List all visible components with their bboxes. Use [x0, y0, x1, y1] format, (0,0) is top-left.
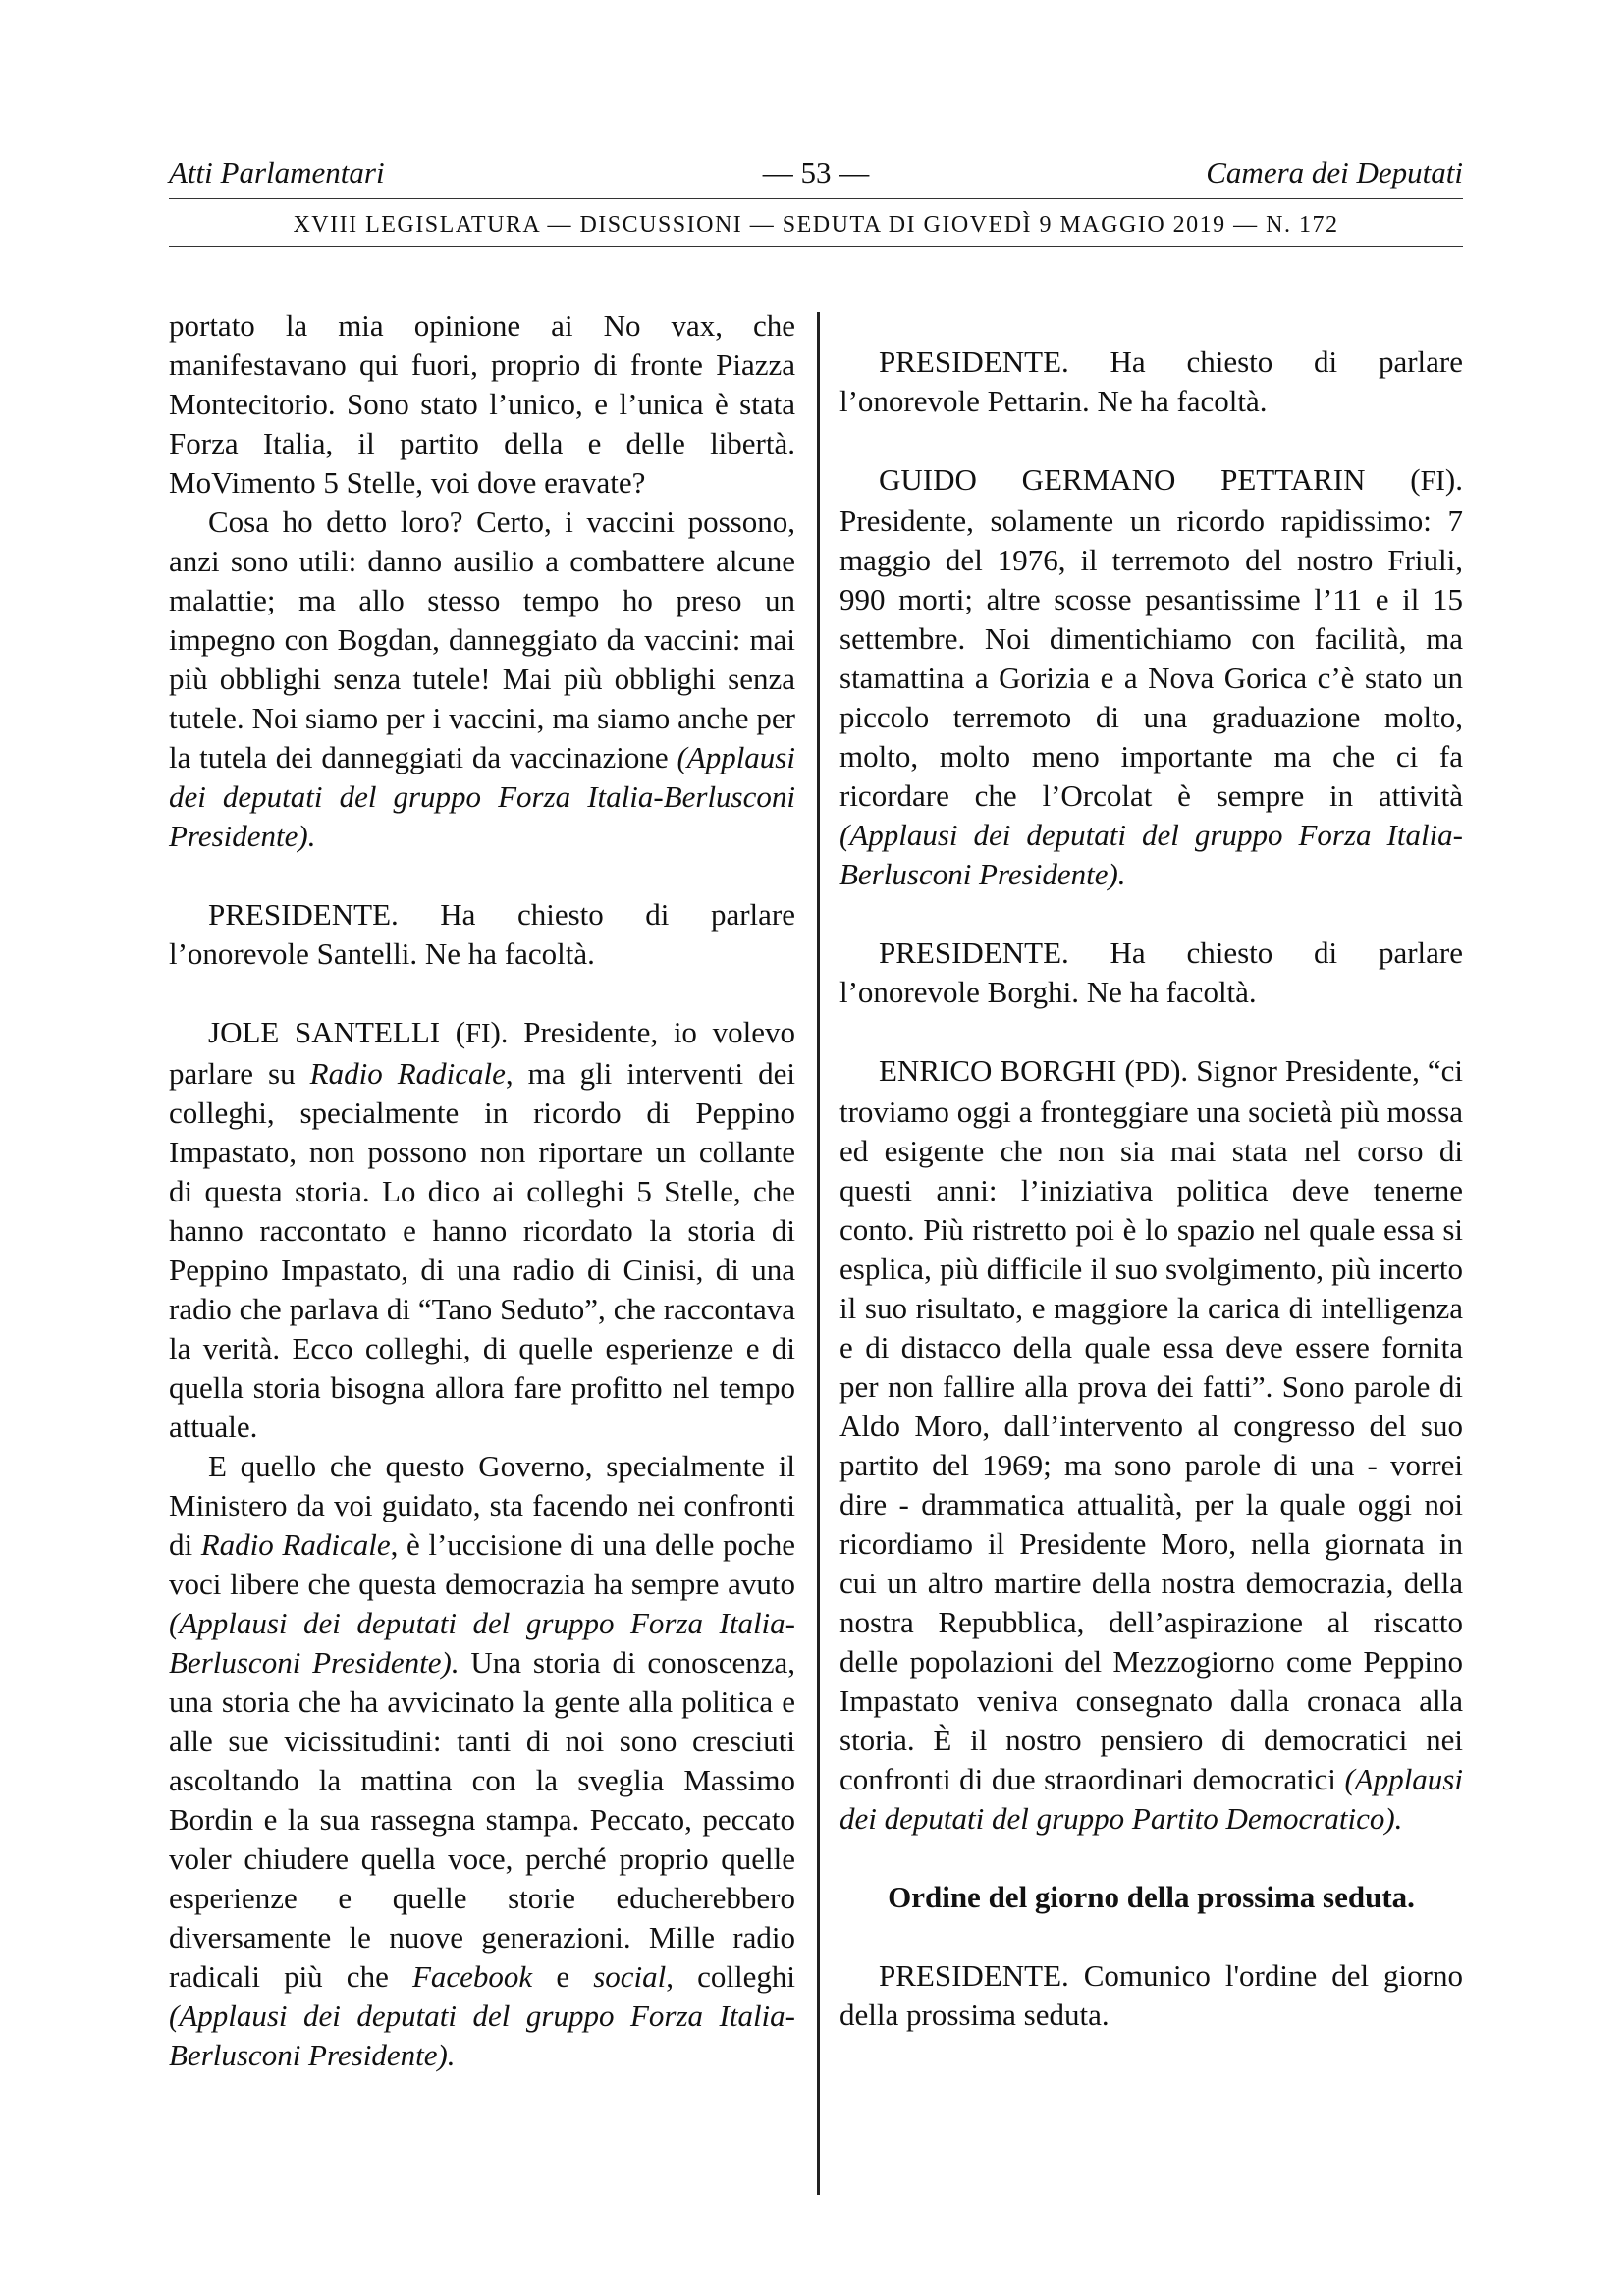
party-tag: FI — [1420, 466, 1445, 497]
column-divider — [817, 312, 820, 2195]
paragraph-vaccines: Cosa ho detto loro? Certo, i vaccini possono, anzi sono utili: danno ausilio a combattere alcune malattie; ma allo stesso tempo ho preso un impegno con Bogdan, danneggiato da vaccini: mai più obblighi senza tutele! Mai più obblighi senza tutele. Noi siamo per i vaccini, ma siamo anche per la tutela dei danneggiati da vaccinazione (Applausi dei deputati del gruppo Forza Italia-Berlusconi Presidente). — [169, 505, 795, 853]
section-heading: Ordine del giorno della prossima seduta. — [888, 1880, 1415, 1914]
president-santelli: PRESIDENTE. Ha chiesto di parlare l’onorevole Santelli. Ne ha facoltà. — [169, 897, 795, 971]
left-column — [169, 306, 795, 2075]
speaker-name: JOLE SANTELLI ( — [208, 1015, 466, 1049]
president-agenda: PRESIDENTE. Comunico l'ordine del giorno della prossima seduta. — [839, 1958, 1463, 2032]
header-rule-top — [169, 198, 1463, 199]
header-publication: Atti Parlamentari — [169, 155, 385, 189]
applause-note: (Applausi dei deputati del gruppo Forza Italia-Berlusconi Presidente). — [169, 1606, 795, 1680]
speech-santelli: JOLE SANTELLI (FI). Presidente, io volevo parlare su Radio Radicale, ma gli interventi dei colleghi, specialmente in ricordo di Peppino Impastato, non possono non riportare un collante di questa storia. Lo dico ai colleghi 5 Stelle, che hanno raccontato e hanno ricordato la storia di Peppino Impastato, di una radio di Cinisi, di una radio che parlava di “Tano Seduto”, che raccontava la verità. Ecco colleghi, di quelle esperienze e di quella storia bisogna allora fare profitto nel tempo attuale. — [169, 1015, 795, 1444]
session-subheader: XVIII LEGISLATURA — DISCUSSIONI — SEDUTA DI GIOVEDÌ 9 MAGGIO 2019 — N. 172 — [293, 212, 1339, 238]
president-borghi: PRESIDENTE. Ha chiesto di parlare l’onorevole Borghi. Ne ha facoltà. — [839, 935, 1463, 1009]
party-tag: FI — [465, 1019, 491, 1049]
applause-note: (Applausi dei deputati del gruppo Forza Italia-Berlusconi Presidente). — [839, 818, 1463, 891]
page-number: — 53 — — [762, 155, 870, 189]
header-rule-bottom — [169, 246, 1463, 247]
speech-pettarin: GUIDO GERMANO PETTARIN (FI). Presidente, solamente un ricordo rapidissimo: 7 maggio del 1976, il terremoto del nostro Friuli, 990 morti; altre scosse pesantissime l’11 e il 15 settembre. Noi dimentichiamo con facilità, ma stamattina a Gorizia e a Nova Gorica c’è stato un piccolo terremoto di una graduazione molto, molto, molto meno importante ma che ci fa ricordare che l’Orcolat è sempre in attività (Applausi dei deputati del gruppo Forza Italia-Berlusconi Presidente). — [839, 462, 1463, 891]
paragraph-continuation: portato la mia opinione ai No vax, che manifestavano qui fuori, proprio di fronte Piazza Montecitorio. Sono stato l’unico, e l’unica è stata Forza Italia, il partito della e delle libertà. MoVimento 5 Stelle, voi dove eravate? — [169, 308, 795, 500]
party-tag: PD — [1134, 1057, 1171, 1088]
applause-note: (Applausi dei deputati del gruppo Partito Democratico). — [839, 1762, 1463, 1836]
speaker-name: ENRICO BORGHI ( — [879, 1053, 1135, 1088]
paragraph-radio-radicale: E quello che questo Governo, specialmente il Ministero da voi guidato, sta facendo nei confronti di Radio Radicale, è l’uccisione di una delle poche voci libere che questa democrazia ha sempre avuto (Applausi dei deputati del gruppo Forza Italia-Berlusconi Presidente). Una storia di conoscenza, una storia che ha avvicinato la gente alla politica e alle sue vicissitudini: tanti di noi sono cresciuti ascoltando la mattina con la sveglia Massimo Bordin e la sua rassegna stampa. Peccato, peccato voler chiudere quella voce, perché proprio quelle esperienze e quelle storie educherebbero diversamente le nuove generazioni. Mille radio radicali più che Facebook e social, colleghi (Applausi dei deputati del gruppo Forza Italia-Berlusconi Presidente). — [169, 1449, 796, 2072]
president-pettarin: PRESIDENTE. Ha chiesto di parlare l’onorevole Pettarin. Ne ha facoltà. — [839, 345, 1463, 418]
applause-note: (Applausi dei deputati del gruppo Forza Italia-Berlusconi Presidente). — [169, 1999, 795, 2072]
header-chamber: Camera dei Deputati — [1206, 155, 1463, 189]
right-column — [839, 343, 1463, 2035]
applause-note: (Applausi dei deputati del gruppo Forza Italia-Berlusconi Presidente). — [169, 740, 795, 853]
page-header — [169, 147, 1463, 198]
speech-borghi: ENRICO BORGHI (PD). Signor Presidente, “ci troviamo oggi a fronteggiare una società più mossa ed esigente che non sia mai stata nel corso di questi anni: l’iniziativa politica deve tenerne conto. Più ristretto poi è lo spazio nel quale essa si esplica, più difficile il suo svolgimento, più incerto il suo risultato, e maggiore la carica di intelligenza e di distacco della quale essa deve essere fornita per non fallire alla prova dei fatti”. Sono parole di Aldo Moro, dall’intervento al congresso del suo partito del 1969; ma sono parole di una - vorrei dire - drammatica attualità, per la quale oggi noi ricordiamo il Presidente Moro, nella giornata in cui un altro martire della nostra democrazia, della nostra Repubblica, dell’aspirazione al riscatto delle popolazioni del Mezzogiorno come Peppino Impastato veniva consegnato dalla cronaca alla storia. È il nostro pensiero di democratici nei confronti di due straordinari democratici (Applausi dei deputati del gruppo Partito Democratico). — [839, 1053, 1463, 1836]
speaker-name: GUIDO GERMANO PETTARIN ( — [879, 462, 1421, 497]
